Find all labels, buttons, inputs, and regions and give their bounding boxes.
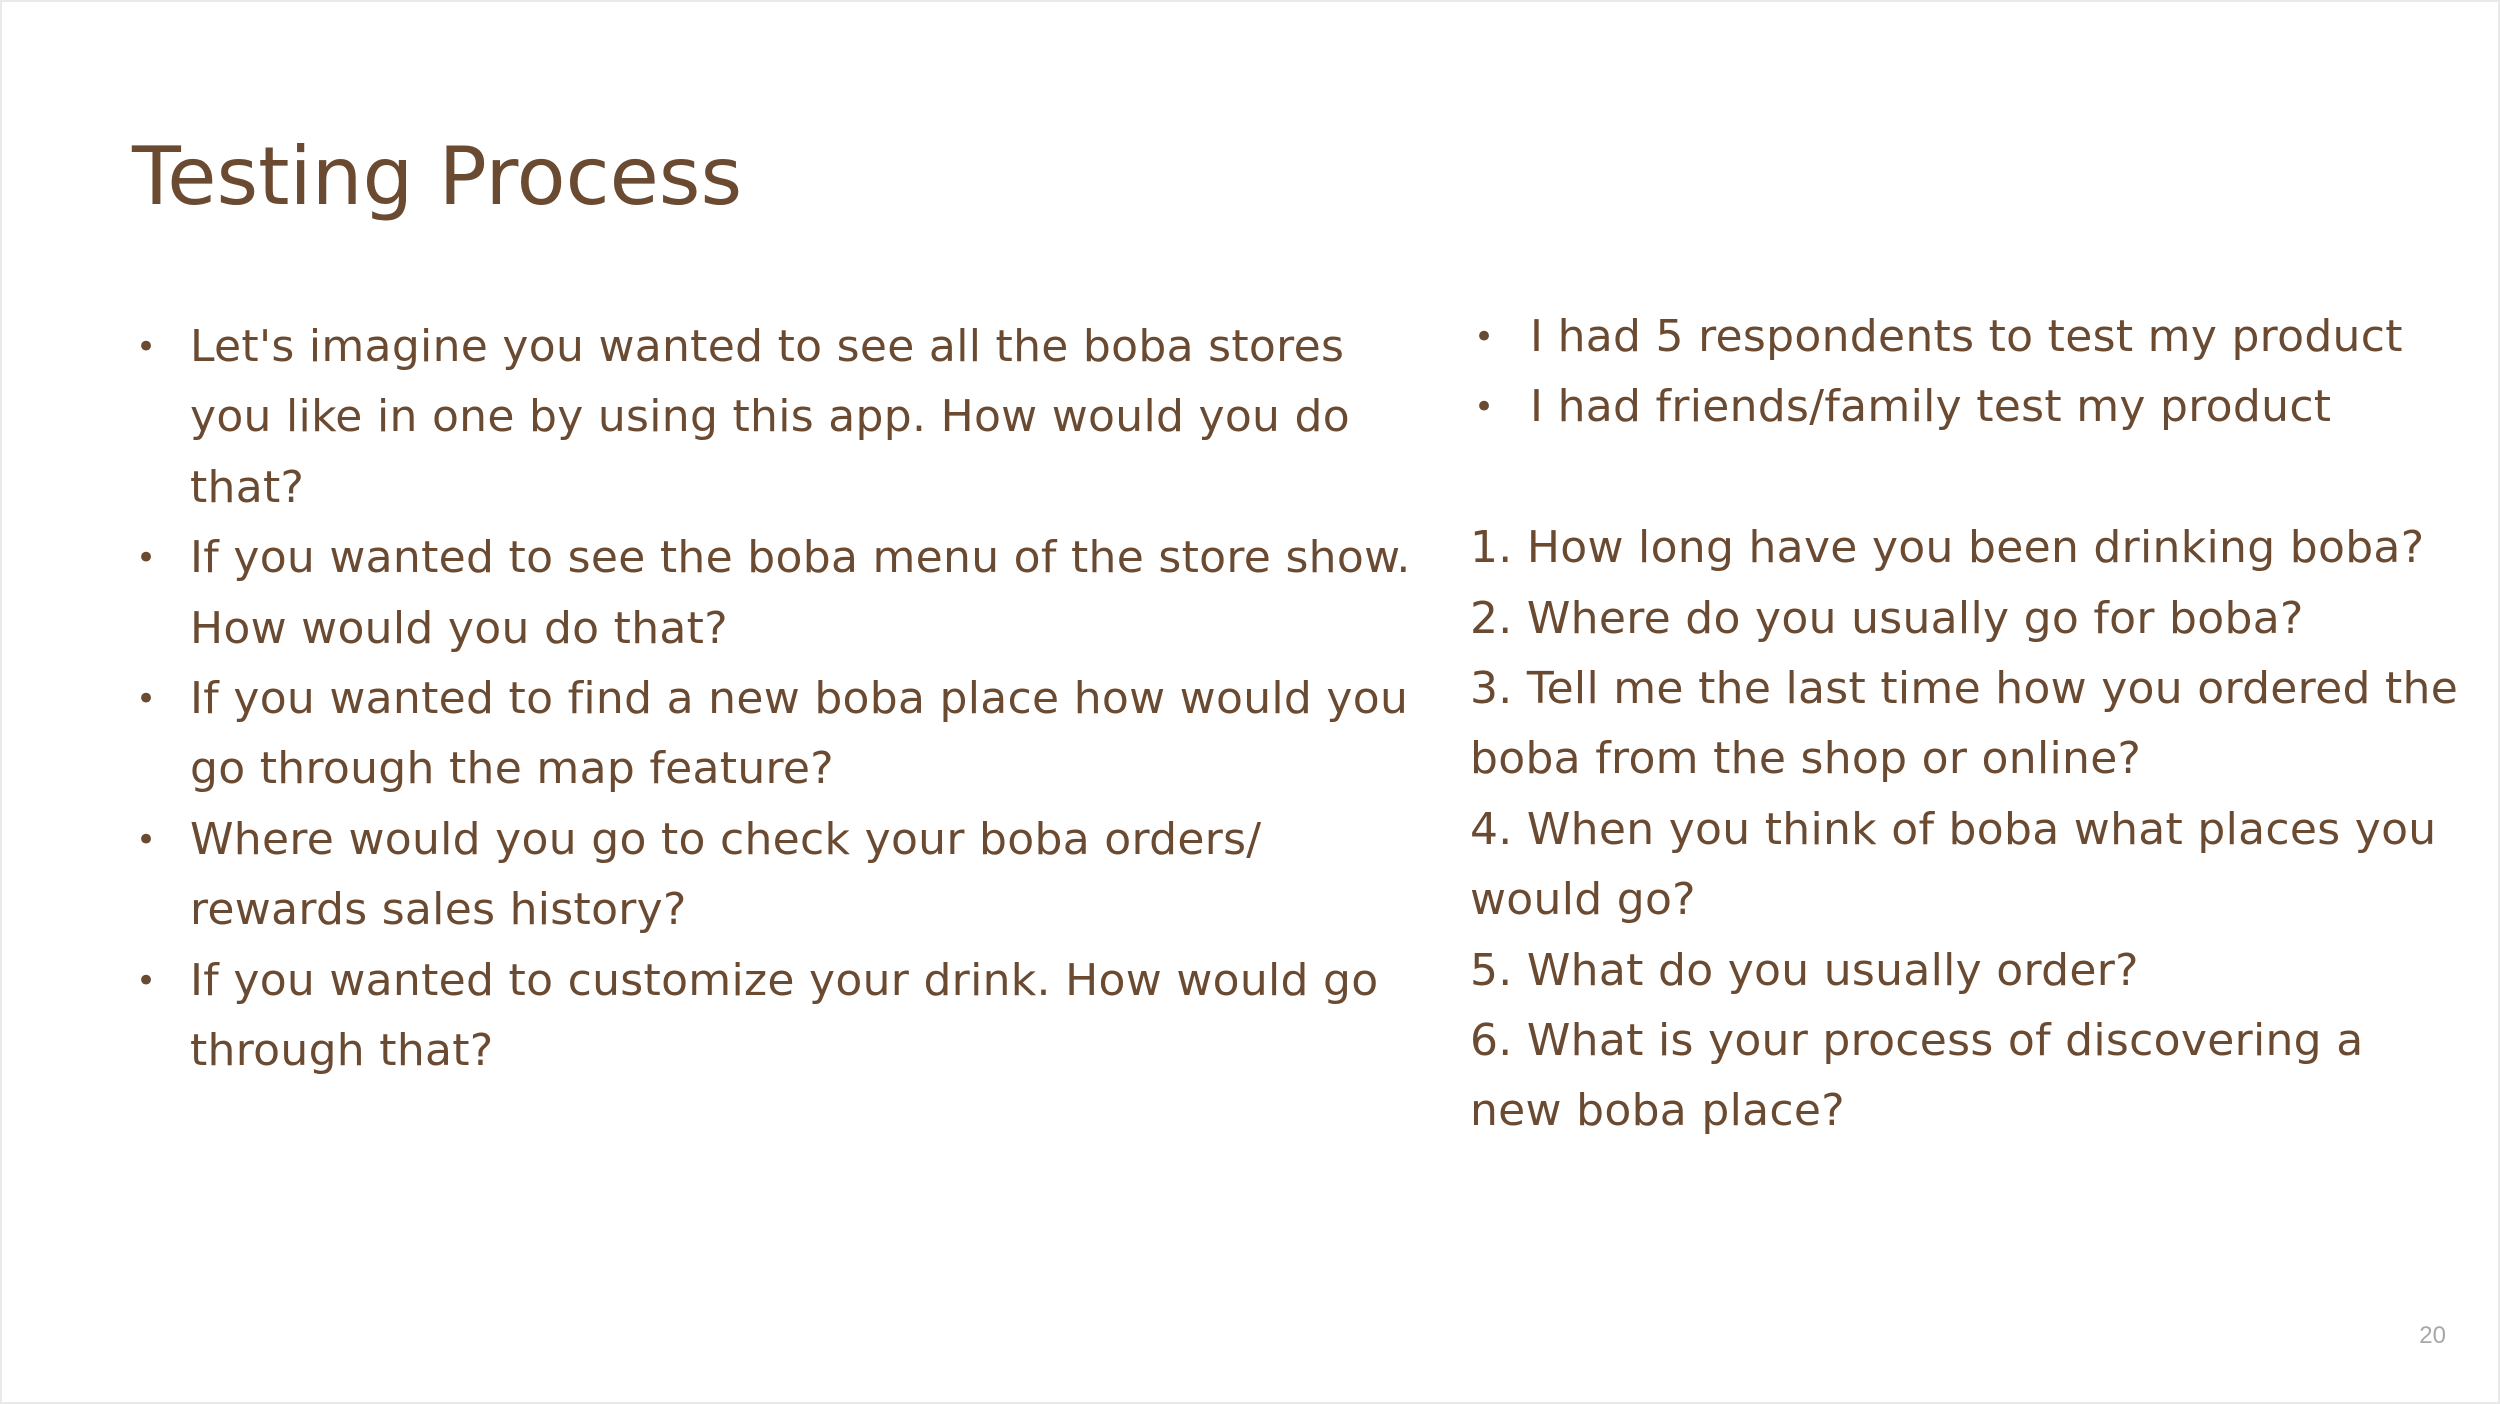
- list-item: [132, 523, 1412, 664]
- list-item: [132, 946, 1412, 1087]
- task-text: If you wanted to find a new boba place how would you go through the map feature?: [190, 673, 1409, 795]
- question-item: 4. When you think of boba what places you would go?: [1470, 803, 2437, 926]
- respondent-text: I had friends/family test my product: [1530, 381, 2332, 433]
- task-text: If you wanted to see the boba menu of the store show. How would you do that?: [190, 532, 1411, 654]
- question-item: 2. Where do you usually go for boba?: [1470, 592, 2304, 644]
- list-item: [132, 664, 1412, 805]
- list-item: [132, 805, 1412, 946]
- spacer: [1470, 443, 2460, 513]
- list-item: [1470, 372, 2460, 442]
- list-item: [132, 312, 1412, 523]
- interview-question-list: [1470, 513, 2460, 1147]
- respondent-text: I had 5 respondents to test my product: [1530, 311, 2403, 362]
- bullet-icon: •: [136, 327, 157, 367]
- bullet-icon: •: [1474, 387, 1495, 428]
- question-item: 3. Tell me the last time how you ordered the boba from the shop or online?: [1470, 663, 2459, 785]
- question-item: 1. How long have you been drinking boba?: [1470, 522, 2425, 574]
- task-bullet-list: [132, 312, 1412, 1086]
- page-number: 20: [2419, 1322, 2446, 1349]
- question-item: 6. What is your process of discovering a new boba place?: [1470, 1015, 2364, 1137]
- task-text: Where would you go to check your boba orders/ rewards sales history?: [190, 813, 1262, 936]
- bullet-icon: •: [136, 538, 157, 579]
- task-text: Let's imagine you wanted to see all the boba stores you like in one by using this app. How would you do that?: [190, 321, 1350, 513]
- respondent-bullet-list: [1470, 302, 2460, 443]
- bullet-icon: •: [1474, 317, 1495, 357]
- bullet-icon: •: [136, 679, 157, 720]
- question-item: 5. What do you usually order?: [1470, 944, 2139, 996]
- list-item: [1470, 302, 2460, 372]
- right-column: [1470, 302, 2460, 1147]
- left-column: [132, 312, 1412, 1086]
- slide-title: Testing Process: [132, 130, 743, 223]
- task-text: If you wanted to customize your drink. How would go through that?: [190, 954, 1379, 1077]
- bullet-icon: •: [136, 819, 157, 860]
- bullet-icon: •: [136, 960, 157, 1001]
